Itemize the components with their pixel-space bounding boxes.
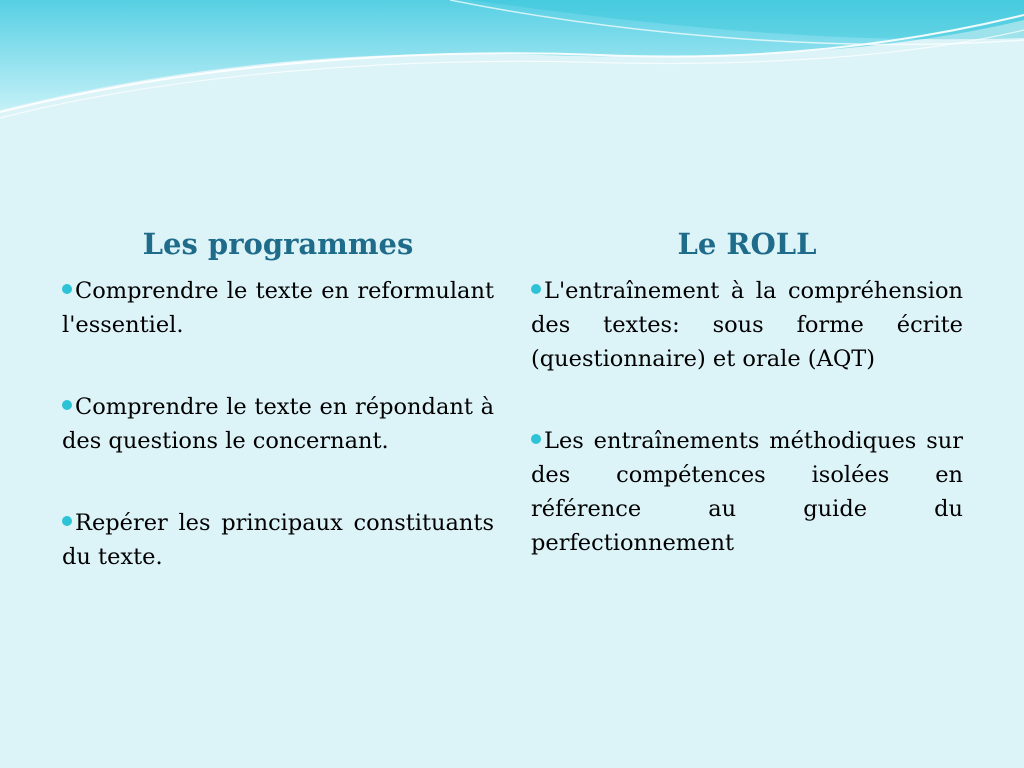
bullet-text: Comprendre le texte en répondant à des questions le concernant. — [62, 394, 494, 454]
bullet-list-roll — [531, 274, 963, 560]
list-item — [531, 424, 963, 560]
list-item — [62, 274, 494, 342]
bullet-icon — [62, 284, 72, 294]
column-heading-programmes: Les programmes — [142, 227, 414, 261]
bullet-list-programmes — [62, 274, 494, 574]
left-column — [62, 222, 494, 622]
bullet-text: Les entraînements méthodiques sur des compétences isolées en référence au guide du perfectionnement — [531, 428, 963, 556]
bullet-icon — [62, 516, 72, 526]
right-column — [531, 222, 963, 608]
list-item — [62, 506, 494, 574]
bullet-text: Repérer les principaux constituants du texte. — [62, 510, 494, 570]
decorative-wave-banner — [0, 0, 1024, 130]
list-item — [62, 390, 494, 458]
bullet-icon — [531, 434, 541, 444]
bullet-text: L'entraînement à la compréhension des textes: sous forme écrite (questionnaire) et orale (AQT) — [531, 278, 963, 372]
bullet-icon — [531, 284, 541, 294]
column-heading-roll: Le ROLL — [677, 227, 817, 261]
bullet-icon — [62, 400, 72, 410]
list-item — [531, 274, 963, 376]
bullet-text: Comprendre le texte en reformulant l'essentiel. — [62, 278, 494, 338]
